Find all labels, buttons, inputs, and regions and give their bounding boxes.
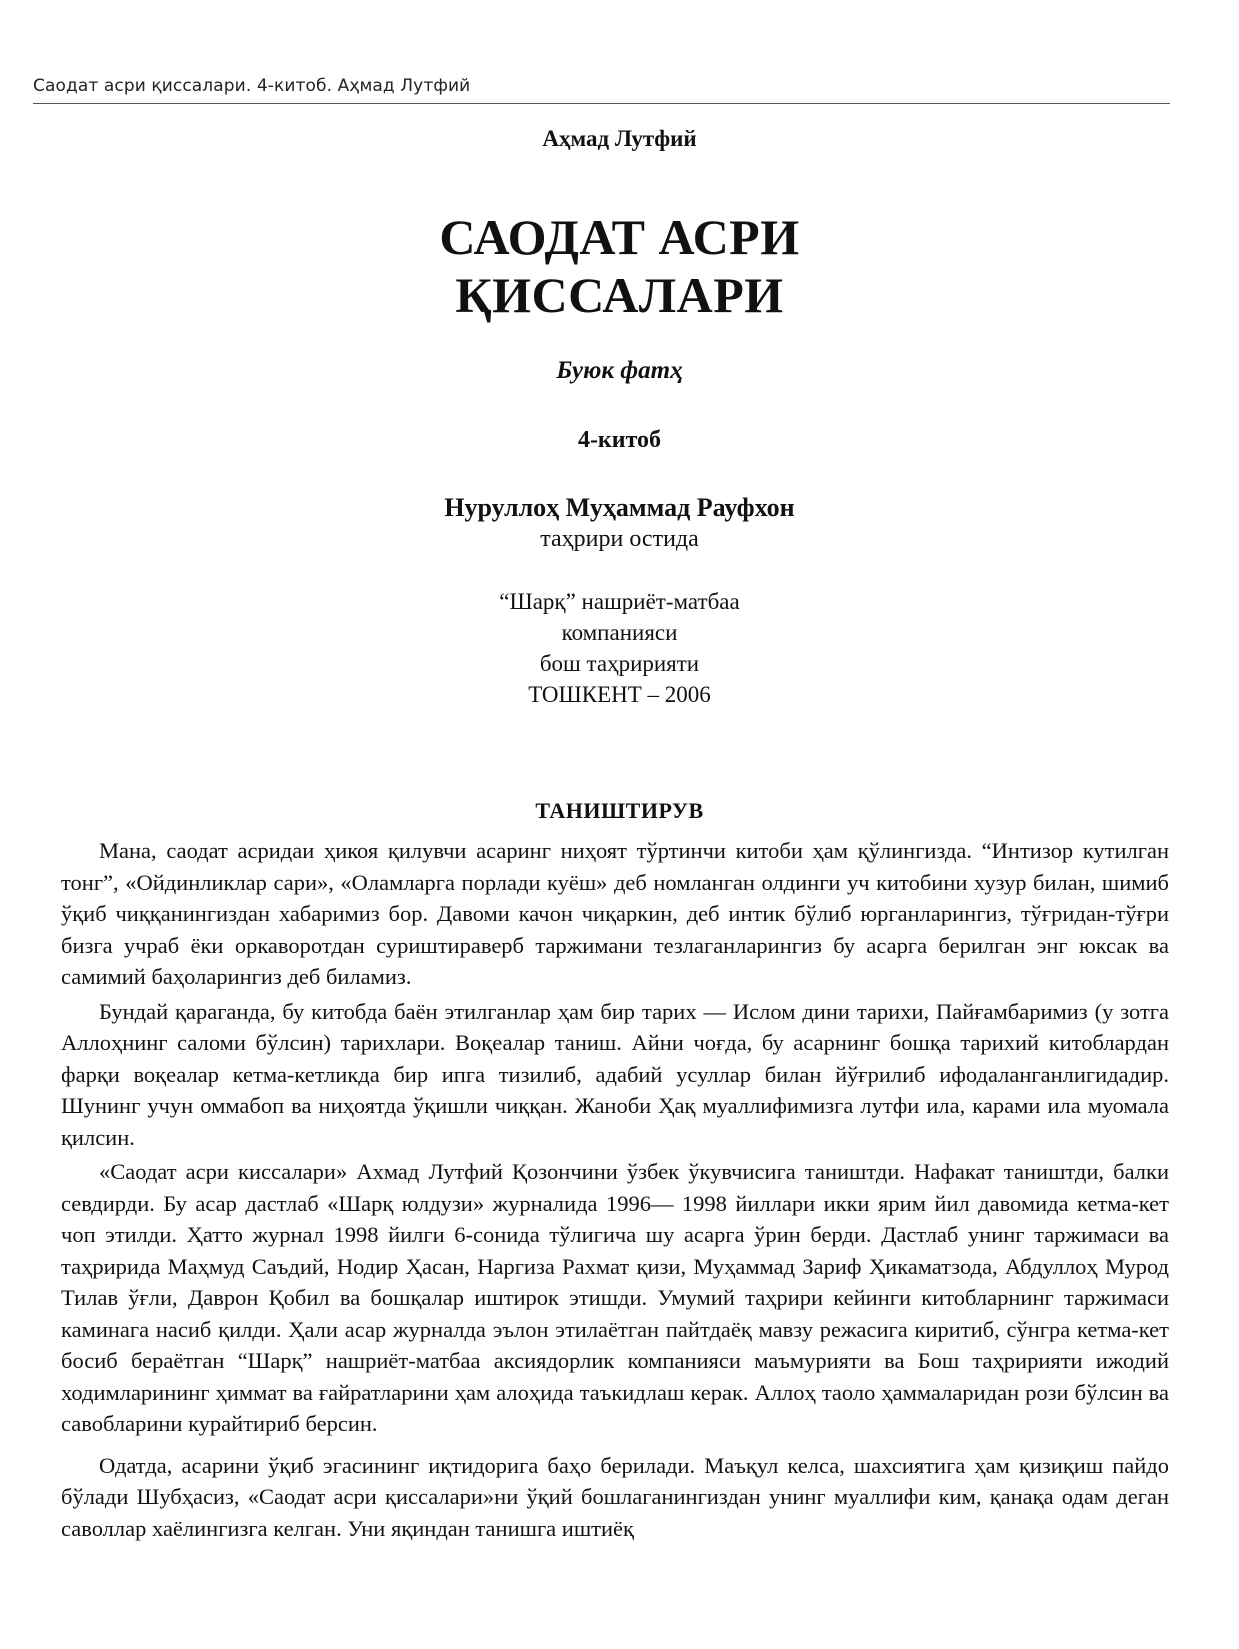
header-divider (33, 103, 1170, 104)
editor-note: таҳрири остида (540, 526, 699, 552)
author-name: Аҳмад Лутфий (542, 126, 697, 151)
running-header: Саодат асри қиссалари. 4-китоб. Аҳмад Лутфий (33, 76, 471, 96)
paragraph: Одатда, асарини ўқиб эгасининг иқтидорига баҳо берилади. Маъқул келса, шахсиятига ҳам қизиқиш пайдо бўлади Шубҳасиз, «Саодат асри қиссалари»ни ўқий бошлаганингиздан унинг муаллифи ким, қанақа одам деган саволлар хаёлингизга келган. Уни яқиндан танишга иштиёқ (61, 1452, 1169, 1541)
place-and-year: ТОШКЕНТ – 2006 (528, 682, 711, 707)
publisher-line-2: компанияси (561, 620, 678, 645)
paragraph: «Саодат асри киссалари» Ахмад Лутфий Қозончини ўзбек ўкувчисига таништди. Нафакат таништди, балки севдирди. Бу асар дастлаб «Шарқ юлдузи» журналида 1996— 1998 йиллари икки ярим йил давомида кетма-кет чоп этилди. Ҳатто журнал 1998 йилги 6-сонида тўлигича шу асарга ўрин берди. Дастлаб унинг таржимаси ва таҳририда Маҳмуд Саъдий, Нодир Ҳасан, Наргиза Рахмат қизи, Муҳаммад Зариф Ҳикаматзода, Абдуллоҳ Мурод Тилав ўғли, Даврон Қобил ва бошқалар иштирок этишди. Умумий таҳрири кейинги китобларнинг таржимаси каминага насиб қилди. Ҳали асар журналда эълон этилаётган пайтдаёқ мавзу режасига киритиб, сўнгра кетма-кет босиб бераётган “Шарқ” нашриёт-матбаа аксиядорлик компанияси маъмурияти ва Бош таҳририяти ижодий ходимларининг ҳиммат ва ғайратларини ҳам алоҳида таъкидлаш керак. Аллоҳ таоло ҳаммаларидан рози бўлсин ва савобларини куpайтириб берсин. (61, 1159, 1169, 1436)
book-subtitle: Буюк фатҳ (556, 357, 683, 384)
paragraph: Мана, саодат асридаи ҳикоя қилувчи асаринг ниҳоят тўртинчи китоби ҳам қўлингизда. “Интизор кутилган тонг”, «Ойдинликлар сари», «Оламларга порлади куёш» деб номланган олдинги уч китобини хузур билан, шимиб ўқиб чиққанингиздан хабаримиз бор. Давоми качон чиқаркин, деб интик бўлиб юрганларингиз, тўғридан-тўғри бизга учраб ёки оркаворотдан суриштираверб таржимани тезлаганларингиз бу асарга берилган энг юксак ва самимий баҳоларингиз деб биламиз. (61, 838, 1169, 989)
introduction-text (61, 835, 1169, 1544)
book-title (0, 208, 1239, 324)
publisher-line-1: “Шарқ” нашриёт-матбаа (499, 589, 740, 614)
book-title-line-1: САОДАТ АСРИ (439, 209, 800, 265)
publisher-block (0, 586, 1239, 710)
book-title-line-2: ҚИССАЛАРИ (455, 267, 784, 323)
volume-number: 4-китоб (577, 427, 662, 453)
publisher-line-3: бош таҳририяти (539, 651, 700, 676)
section-heading: ТАНИШТИРУВ (535, 798, 704, 823)
editor-name: Нуруллоҳ Муҳаммад Рауфхон (444, 493, 795, 522)
paragraph: Бундай қараганда, бу китобда баён этилганлар ҳам бир тарих — Ислом дини тарихи, Пайғамбаримиз (у зотга Аллоҳнинг саломи бўлсин) тарихлари. Воқеалар таниш. Айни чоғда, бу асарнинг бошқа тарихий китоблардан фарқи воқеалар кетма-кетликда бир ипга тизилиб, адабий усуллар билан йўғрилиб ифодаланганлигидадир. Шунинг учун оммабоп ва ниҳоятда ўқишли чиққан. Жаноби Ҳақ муаллифимизга лутфи ила, карами ила муомала қилсин. (61, 998, 1169, 1150)
